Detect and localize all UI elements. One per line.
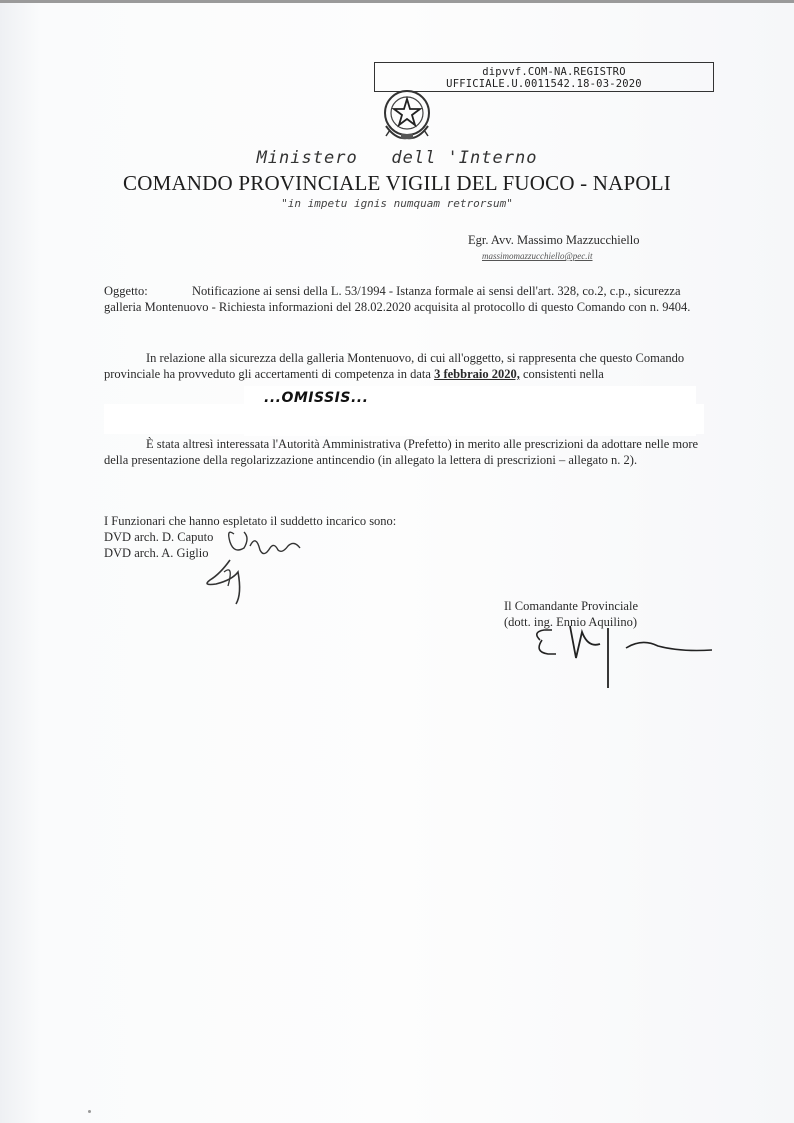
protocol-registry: dipvvf.COM-NA.REGISTRO (482, 66, 626, 78)
command-title: COMANDO PROVINCIALE VIGILI DEL FUOCO - NAPOLI (123, 171, 671, 195)
commander-name: (dott. ing. Ennio Aquilino) (504, 615, 637, 629)
subject-paragraph (104, 283, 700, 315)
recipient-name: Egr. Avv. Massimo Mazzucchiello (468, 233, 640, 247)
subject-text: Notificazione ai sensi della L. 53/1994 - Istanza formale ai sensi dell'art. 328, co.2, c.p., sicurezza galleria Montenuovo - Richiesta informazioni del 28.02.2020 acquisita al protocollo di questo Comando con n. 9404. (104, 284, 691, 314)
commander-signature-icon (530, 618, 720, 690)
p2-text: È stata altresì interessata l'Autorità Amministrativa (Prefetto) in merito alle prescrizioni da adottare nelle more della presentazione della regolarizzazione antincendio (in allegato la lettera di prescrizioni – allegato n. 2). (104, 437, 699, 467)
recipient-email: massimomazzucchiello@pec.it (482, 251, 593, 261)
officials-signature-icon (190, 524, 320, 608)
inspection-date: 3 febbraio 2020, (434, 367, 520, 381)
official-giglio: DVD arch. A. Giglio (104, 546, 209, 560)
scan-speck (88, 1110, 91, 1113)
officials-intro: I Funzionari che hanno espletato il suddetto incarico sono: (104, 514, 397, 528)
omissis-marker: ...OMISSIS... (264, 390, 369, 406)
ministry-name: Ministero dell 'Interno (256, 148, 538, 168)
redaction-block-2 (104, 404, 704, 434)
commander-title: Il Comandante Provinciale (504, 599, 638, 613)
p1-text: In relazione alla sicurezza della galleria Montenuovo, di cui all'oggetto, si rappresenta che questo Comando provinciale ha provveduto gli accertamenti di competenza in data (104, 351, 685, 381)
motto: "in impetu ignis numquam retrorsum" (281, 197, 513, 210)
body-paragraph-2 (104, 436, 700, 468)
official-caputo: DVD arch. D. Caputo (104, 530, 214, 544)
p1-text-end: consistenti nella (519, 367, 604, 381)
protocol-number: UFFICIALE.U.0011542.18-03-2020 (446, 78, 642, 90)
italian-republic-emblem-icon (376, 86, 438, 144)
scan-top-edge (0, 0, 794, 3)
subject-label: Oggetto: (104, 284, 148, 298)
body-paragraph-1 (104, 350, 700, 382)
